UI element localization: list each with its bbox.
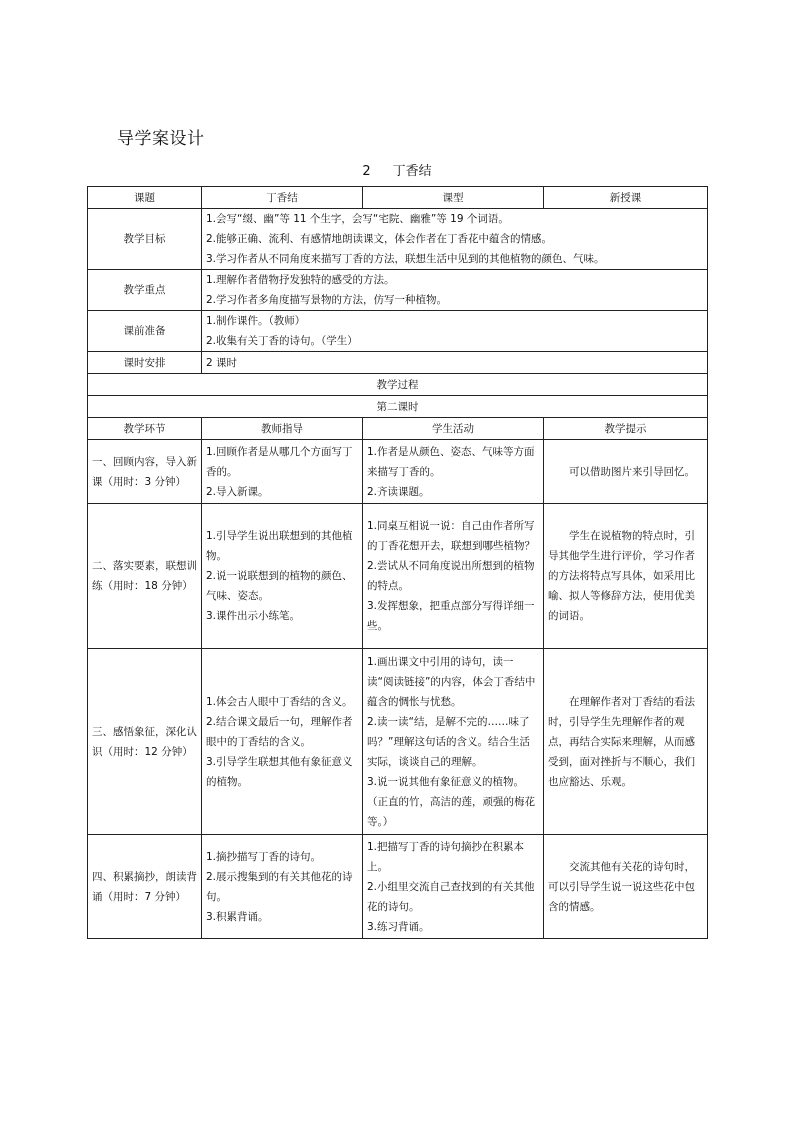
student-item: 2.齐读课题。 [367, 485, 430, 498]
teacher-item: 2.导入新课。 [206, 485, 269, 498]
column-header-row [88, 418, 708, 440]
preparation-label: 课前准备 [88, 311, 202, 352]
teacher-item: 1.摘抄描写丁香的诗句。 [206, 850, 322, 863]
student-cell [363, 649, 544, 835]
teacher-item: 1.回顾作者是从哪几个方面写丁香的。 [206, 445, 353, 478]
column-header: 教学环节 [88, 418, 202, 440]
stage-cell: 二、落实要素，联想训练（用时：18 分钟） [88, 504, 202, 649]
stage-cell: 三、感悟象征，深化认识（用时：12 分钟） [88, 649, 202, 835]
table-row [88, 440, 708, 504]
table-row [88, 835, 708, 939]
teacher-cell [202, 504, 363, 649]
student-item: 2.小组里交流自己查找到的有关其他花的诗句。 [367, 880, 535, 913]
student-item: 2.尝试从不同角度说出所想到的植物的特点。 [367, 560, 535, 592]
lesson-title [0, 160, 794, 179]
hours-label: 课时安排 [88, 352, 202, 374]
topic-label: 课题 [88, 187, 202, 209]
table-row [88, 209, 708, 270]
period-heading: 第二课时 [88, 396, 708, 418]
preparation-cell [202, 311, 708, 352]
lesson-plan-table [87, 186, 708, 939]
key-point-item: 2.学习作者多角度描写景物的方法，仿写一种植物。 [206, 294, 448, 306]
student-cell [363, 835, 544, 939]
tip-cell: 学生在说植物的特点时，引导其他学生进行评价，学习作者的方法将特点写具体，如采用比喻、拟人等修辞方法，使用优美的词语。 [544, 504, 708, 649]
column-header: 教师指导 [202, 418, 363, 440]
goals-cell [202, 209, 708, 270]
table-row [88, 396, 708, 418]
teacher-item: 2.结合课文最后一句，理解作者眼中的丁香结的含义。 [206, 715, 353, 748]
table-row [88, 187, 708, 209]
key-points-cell [202, 270, 708, 311]
student-cell [363, 504, 544, 649]
student-item: 1.画出课文中引用的诗句，读一读“阅读链接”的内容，体会丁香结中蕴含的惆怅与忧愁。 [367, 655, 536, 708]
student-item: 1.同桌互相说一说：自己由作者所写的丁香花想开去，联想到哪些植物？ [367, 520, 535, 552]
student-item: 3.练习背诵。 [367, 920, 430, 933]
teacher-item: 1.体会古人眼中丁香结的含义。 [206, 695, 353, 708]
tip-cell: 交流其他有关花的诗句时，可以引导学生说一说这些花中包含的情感。 [544, 835, 708, 939]
teacher-item: 3.积累背诵。 [206, 910, 269, 923]
stage-cell: 一、回顾内容，导入新课（用时：3 分钟） [88, 440, 202, 504]
lesson-number: 2 [362, 164, 371, 179]
teacher-cell [202, 835, 363, 939]
student-item: 1.把描写丁香的诗句摘抄在积累本上。 [367, 840, 525, 873]
teacher-item: 3.课件出示小练笔。 [206, 610, 301, 622]
stage-cell: 四、积累摘抄，朗读背诵（用时：7 分钟） [88, 835, 202, 939]
tip-cell: 可以借助图片来引导回忆。 [544, 440, 708, 504]
preparation-item: 1.制作课件。（教师） [206, 315, 306, 327]
tip-cell: 在理解作者对丁香结的看法时，引导学生先理解作者的观点，再结合实际来理解，从而感受到，面对挫折与不顺心，我们也应豁达、乐观。 [544, 649, 708, 835]
teacher-cell [202, 440, 363, 504]
column-header: 学生活动 [363, 418, 544, 440]
goal-item: 1.会写“缀、幽”等 11 个生字，会写“宅院、幽雅”等 19 个词语。 [206, 213, 509, 225]
teacher-item: 2.说一说联想到的植物的颜色、气味、姿态。 [206, 570, 353, 602]
table-row [88, 504, 708, 649]
student-item: 3.说一说其他有象征意义的植物。（正直的竹，高洁的莲，顽强的梅花等。） [367, 775, 535, 828]
preparation-item: 2.收集有关丁香的诗句。（学生） [206, 335, 358, 347]
lesson-name: 丁香结 [392, 164, 432, 179]
type-value: 新授课 [544, 187, 708, 209]
table-row [88, 352, 708, 374]
table-row [88, 649, 708, 835]
table-row [88, 311, 708, 352]
table-row [88, 270, 708, 311]
teacher-item: 3.引导学生联想其他有象征意义的植物。 [206, 755, 353, 788]
key-points-label: 教学重点 [88, 270, 202, 311]
process-heading: 教学过程 [88, 374, 708, 396]
teacher-item: 1.引导学生说出联想到的其他植物。 [206, 530, 353, 562]
student-cell [363, 440, 544, 504]
document-heading: 导学案设计 [117, 129, 205, 149]
hours-value: 2 课时 [202, 352, 708, 374]
student-item: 3.发挥想象，把重点部分写得详细一些。 [367, 600, 535, 632]
topic-value: 丁香结 [202, 187, 363, 209]
goal-item: 3.学习作者从不同角度来描写丁香的方法，联想生活中见到的其他植物的颜色、气味。 [206, 253, 605, 265]
student-item: 1.作者是从颜色、姿态、气味等方面来描写丁香的。 [367, 445, 535, 478]
student-item: 2.读一读“结，是解不完的……味了吗？”理解这句话的含义。结合生活实际，谈谈自己的理解。 [367, 715, 530, 768]
goal-item: 2.能够正确、流利、有感情地朗读课文，体会作者在丁香花中蕴含的情感。 [206, 233, 553, 245]
key-point-item: 1.理解作者借物抒发独特的感受的方法。 [206, 274, 395, 286]
table-row [88, 374, 708, 396]
type-label: 课型 [363, 187, 544, 209]
column-header: 教学提示 [544, 418, 708, 440]
teacher-item: 2.展示搜集到的有关其他花的诗句。 [206, 870, 353, 903]
goals-label: 教学目标 [88, 209, 202, 270]
teacher-cell [202, 649, 363, 835]
